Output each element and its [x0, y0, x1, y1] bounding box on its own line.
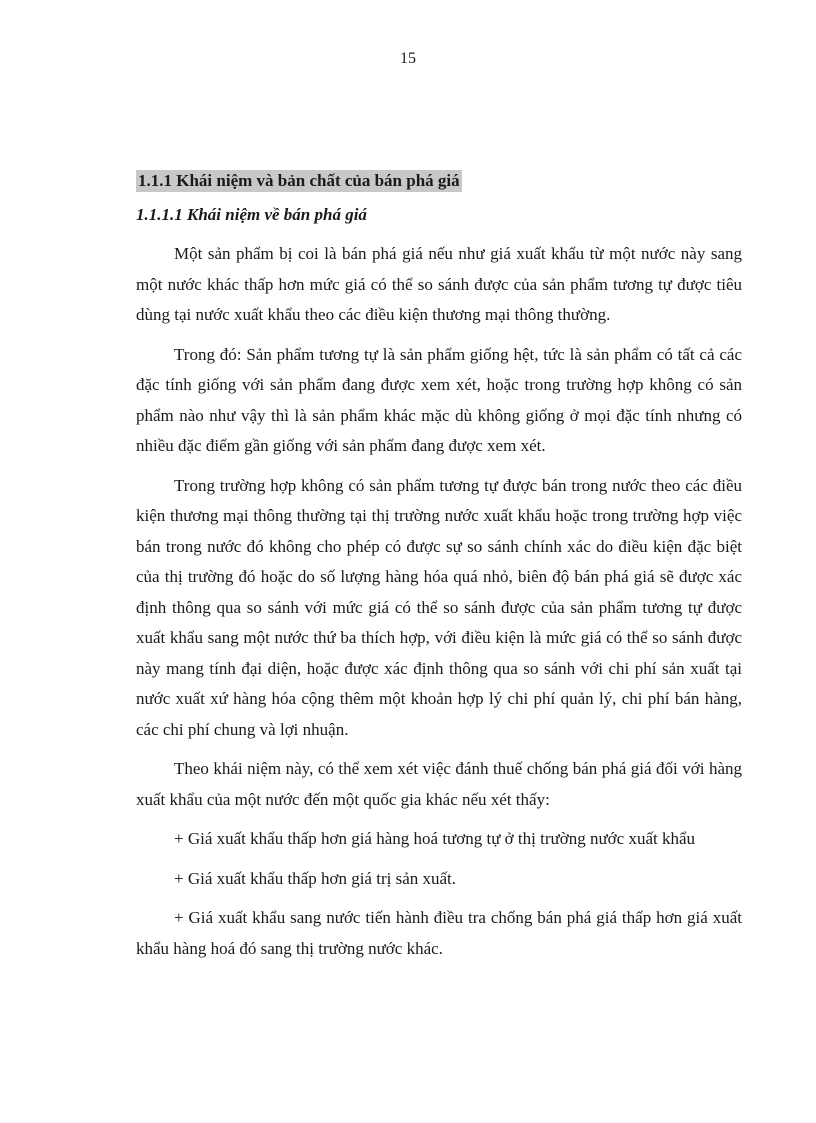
section-heading: 1.1.1 Khái niệm và bản chất của bán phá giá	[138, 171, 460, 190]
paragraph-1: Một sản phẩm bị coi là bán phá giá nếu như giá xuất khẩu từ một nước này sang một nước khác thấp hơn mức giá có thể so sánh được của sản phẩm tương tự được tiêu dùng tại nước xuất khẩu theo các điều kiện thương mại thông thường.	[136, 244, 742, 324]
paragraph-2: Trong đó: Sản phẩm tương tự là sản phẩm giống hệt, tức là sản phẩm có tất cả các đặc tính giống với sản phẩm đang được xem xét, hoặc trong trường hợp không có sản phẩm nào như vậy thì là sản phẩm khác mặc dù không giống ở mọi đặc tính nhưng có nhiều đặc điểm gần giống với sản phẩm đang được xem xét.	[136, 344, 742, 455]
section-heading-wrapper	[136, 170, 742, 204]
bullet-item-2: + Giá xuất khẩu thấp hơn giá trị sản xuất.	[174, 868, 457, 888]
subsection-heading: 1.1.1.1 Khái niệm về bán phá giá	[136, 205, 367, 224]
bullet-item-1: + Giá xuất khẩu thấp hơn giá hàng hoá tương tự ở thị trường nước xuất khẩu	[174, 829, 696, 848]
bullet-item-3: + Giá xuất khẩu sang nước tiến hành điều tra chống bán phá giá thấp hơn giá xuất khẩu hàng hoá đó sang thị trường nước khác.	[136, 908, 742, 958]
paragraph-4: Theo khái niệm này, có thể xem xét việc đánh thuế chống bán phá giá đối với hàng xuất khẩu của một nước đến một quốc gia khác nếu xét thấy:	[136, 759, 742, 809]
paragraph-3: Trong trường hợp không có sản phẩm tương tự được bán trong nước theo các điều kiện thương mại thông thường tại thị trường nước xuất khẩu hoặc trong trường hợp việc bán trong nước đó không cho phép có được sự so sánh chính xác do điều kiện đặc biệt của thị trường đó hoặc do số lượng hàng hóa quá nhỏ, biên độ bán phá giá sẽ được xác định thông qua so sánh với mức giá có thể so sánh được của sản phẩm tương tự được xuất khẩu sang một nước thứ ba thích hợp, với điều kiện là mức giá có thể so sánh được này mang tính đại diện, hoặc được xác định thông qua so sánh với chi phí sản xuất tại nước xuất xứ hàng hóa cộng thêm một khoản hợp lý chi phí quản lý, chi phí bán hàng, các chi phí chung và lợi nhuận.	[136, 475, 742, 739]
document-body	[136, 170, 742, 973]
page-number: 15	[400, 50, 416, 67]
